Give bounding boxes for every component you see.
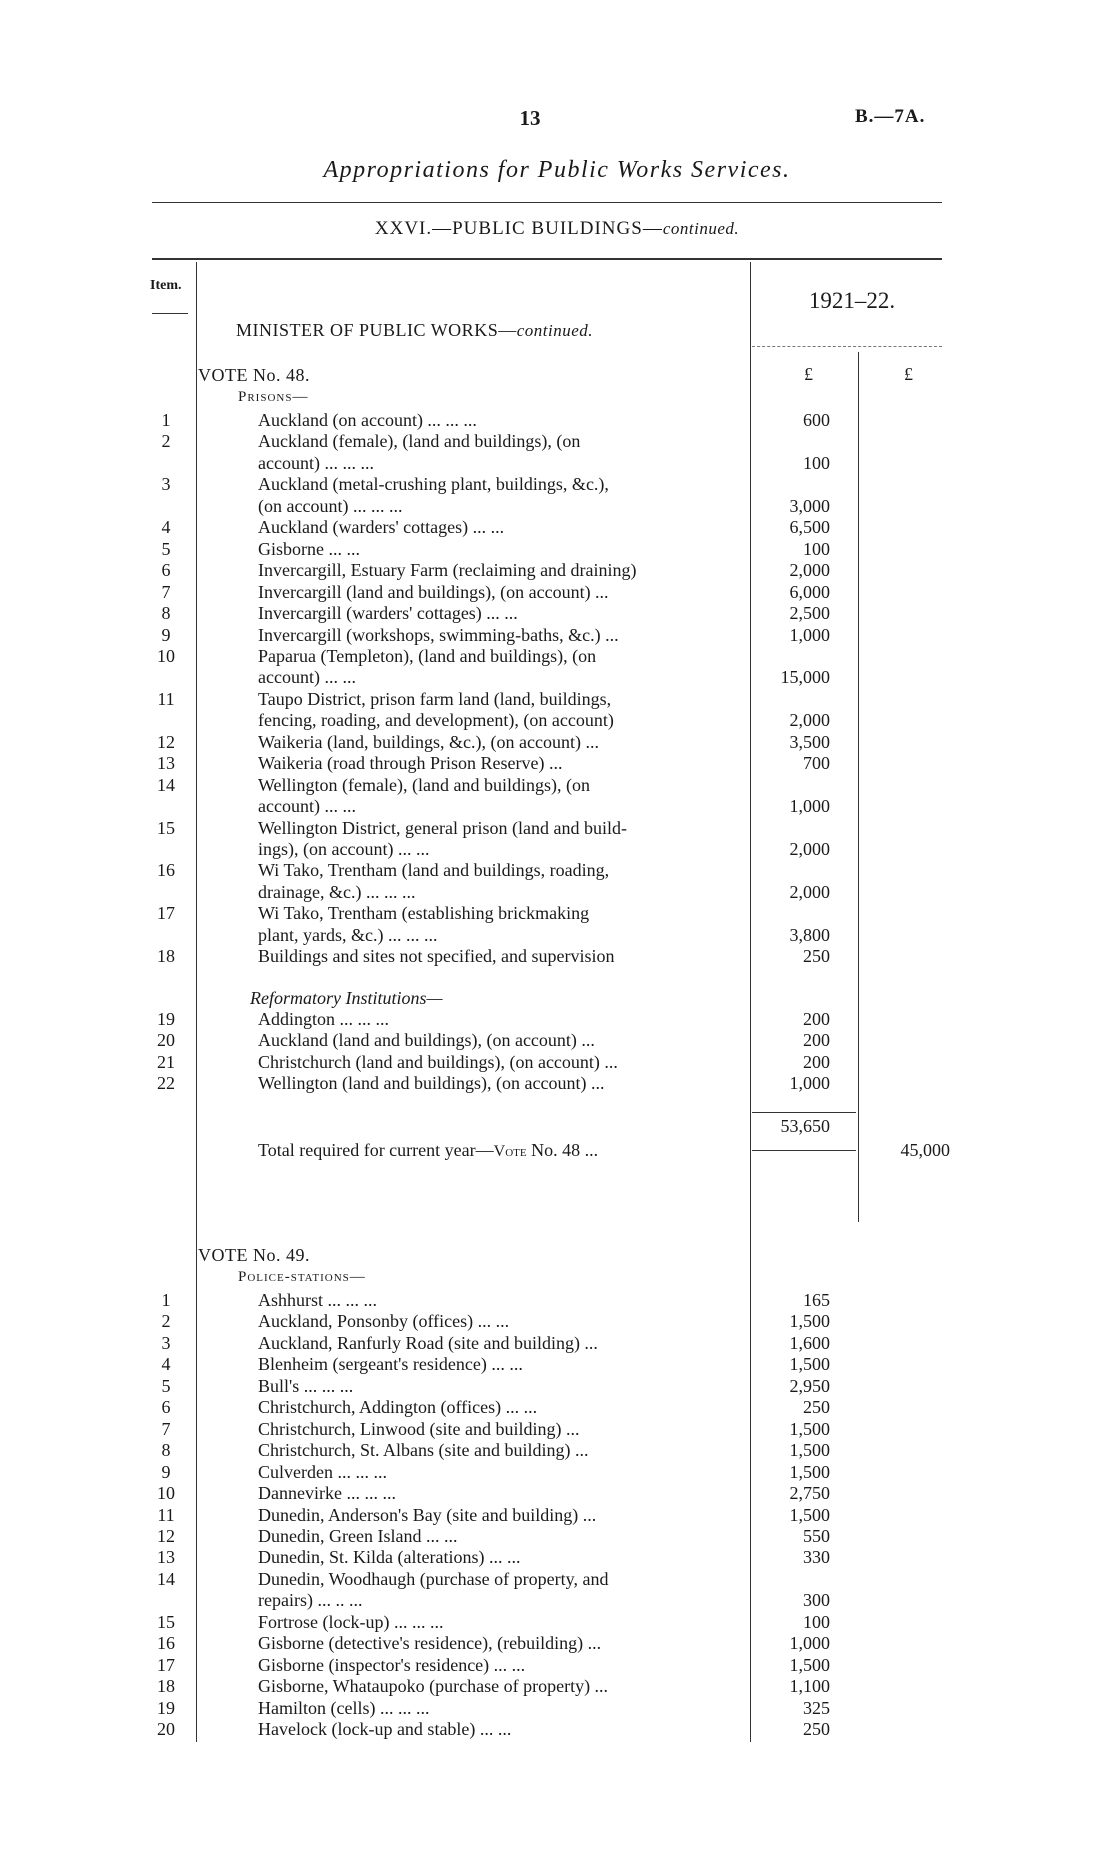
item-amount <box>740 903 830 924</box>
item-description: Invercargill (workshops, swimming-baths, &c.) ... <box>258 624 619 645</box>
item-number: 20 <box>157 1030 175 1051</box>
item-amount <box>740 860 830 881</box>
item-description: drainage, &c.) ... ... ... <box>258 881 416 902</box>
item-number <box>150 796 182 817</box>
item-number: 15 <box>157 817 175 838</box>
item-number: 12 <box>157 731 175 752</box>
reformatory-section-heading: Reformatory Institutions— <box>250 988 443 1008</box>
item-description: Bull's ... ... ... <box>258 1375 354 1396</box>
item-amount: 100 <box>803 1611 830 1632</box>
item-description: account) ... ... ... <box>258 452 374 473</box>
subtotal-rule-bottom <box>752 1150 856 1151</box>
item-amount: 6,500 <box>789 517 830 538</box>
item-description: repairs) ... .. ... <box>258 1590 363 1611</box>
section-subheading <box>0 218 1114 240</box>
item-amount <box>740 646 830 667</box>
total-label-suffix: No. 48 ... <box>526 1140 599 1160</box>
minister-heading <box>236 320 593 341</box>
minister-main: MINISTER OF PUBLIC WORKS— <box>236 320 517 340</box>
item-number <box>150 667 182 688</box>
item-description: Auckland (female), (land and buildings), (on <box>258 431 581 452</box>
subtotal-rule-top <box>752 1112 856 1113</box>
item-amount: 1,500 <box>789 1654 830 1675</box>
item-amount: 1,000 <box>789 1073 830 1094</box>
subheading-continued: continued. <box>662 219 740 238</box>
item-amount: 1,500 <box>789 1311 830 1332</box>
item-amount <box>740 474 830 495</box>
item-description: Auckland, Ranfurly Road (site and building) ... <box>258 1332 598 1353</box>
year-header-rule <box>752 346 942 347</box>
table-top-rule <box>152 258 942 260</box>
item-amount: 250 <box>803 1397 830 1418</box>
prisons-section-heading: Prisons— <box>238 389 309 405</box>
item-number <box>150 882 182 903</box>
item-number: 1 <box>161 410 171 430</box>
item-amount: 1,600 <box>789 1332 830 1353</box>
item-description: Gisborne, Whataupoko (purchase of property) ... <box>258 1676 609 1697</box>
item-number: 8 <box>161 603 171 624</box>
item-description: plant, yards, &c.) ... ... ... <box>258 924 438 945</box>
item-description: Auckland, Ponsonby (offices) ... ... <box>258 1311 510 1332</box>
item-number: 6 <box>161 560 171 581</box>
currency-col1-symbol: £ <box>804 364 813 384</box>
item-description: Wi Tako, Trentham (establishing brickmaking <box>258 903 590 924</box>
item-description: Blenheim (sergeant's residence) ... ... <box>258 1354 523 1375</box>
item-amount: 200 <box>803 1030 830 1051</box>
item-amount: 2,950 <box>789 1375 830 1396</box>
item-number: 21 <box>157 1051 175 1072</box>
item-description: Paparua (Templeton), (land and buildings), (on <box>258 645 597 666</box>
item-amount: 700 <box>803 753 830 774</box>
item-number: 12 <box>157 1525 175 1546</box>
item-number: 17 <box>157 903 175 924</box>
item-amount: 325 <box>803 1697 830 1718</box>
item-number <box>150 710 182 731</box>
item-description: Wi Tako, Trentham (land and buildings, roading, <box>258 860 610 881</box>
item-amount: 2,500 <box>789 603 830 624</box>
item-number: 7 <box>161 581 171 602</box>
item-description: fencing, roading, and development), (on account) <box>258 710 614 731</box>
item-description: Dunedin, Anderson's Bay (site and building) ... <box>258 1504 597 1525</box>
item-amount: 2,000 <box>789 710 830 731</box>
item-description: Waikeria (road through Prison Reserve) ... <box>258 753 563 774</box>
item-description: Ashhurst ... ... ... <box>258 1290 378 1310</box>
item-number: 3 <box>161 474 171 495</box>
item-description: ings), (on account) ... ... <box>258 839 430 859</box>
item-description: Waikeria (land, buildings, &c.), (on account) ... <box>258 731 599 752</box>
item-description: Wellington (land and buildings), (on account) ... <box>258 1073 605 1094</box>
item-number: 2 <box>161 431 171 452</box>
item-description: Culverden ... ... ... <box>258 1461 387 1482</box>
item-number: 7 <box>161 1418 171 1439</box>
item-number <box>150 925 182 946</box>
item-description: Auckland (on account) ... ... ... <box>258 410 477 430</box>
item-description: Dunedin, Green Island ... ... <box>258 1525 458 1546</box>
item-number: 14 <box>157 774 175 795</box>
item-amount: 250 <box>803 946 830 967</box>
item-description: Auckland (warders' cottages) ... ... <box>258 517 505 538</box>
item-number: 5 <box>161 538 171 559</box>
item-amount: 200 <box>803 1009 830 1029</box>
police-stations-section-heading: Police-stations— <box>238 1269 366 1285</box>
item-amount: 1,000 <box>789 624 830 645</box>
item-amount: 100 <box>803 538 830 559</box>
item-amount <box>740 431 830 452</box>
total-label-vote: Vote <box>493 1143 527 1160</box>
item-number: 1 <box>161 1290 171 1310</box>
vote-49-title: VOTE No. 49. <box>198 1245 310 1265</box>
heading-rule <box>152 202 942 203</box>
item-amount: 250 <box>803 1719 830 1739</box>
item-description: Christchurch, Linwood (site and building) ... <box>258 1418 580 1439</box>
item-header-underline <box>152 313 188 314</box>
item-number: 10 <box>157 645 175 666</box>
item-number <box>150 453 182 474</box>
item-number: 18 <box>157 946 175 967</box>
item-number: 11 <box>157 688 175 709</box>
item-column-header: Item. <box>150 278 182 293</box>
item-number: 4 <box>161 1354 171 1375</box>
item-amount: 100 <box>803 452 830 473</box>
item-number: 2 <box>161 1311 171 1332</box>
item-description: Hamilton (cells) ... ... ... <box>258 1697 430 1718</box>
item-amount: 1,000 <box>789 1633 830 1654</box>
item-description: Auckland (metal-crushing plant, buildings, &c.), <box>258 474 609 495</box>
item-amount: 300 <box>803 1590 830 1611</box>
item-amount: 3,800 <box>789 924 830 945</box>
item-number: 16 <box>157 860 175 881</box>
item-amount: 2,750 <box>789 1483 830 1504</box>
item-number: 5 <box>161 1375 171 1396</box>
item-description: Invercargill, Estuary Farm (reclaiming and draining) <box>258 560 637 581</box>
item-amount: 1,000 <box>789 796 830 817</box>
item-description: account) ... ... <box>258 796 356 817</box>
item-description: Wellington District, general prison (land and build- <box>258 817 627 838</box>
item-amount: 2,000 <box>789 881 830 902</box>
item-amount: 6,000 <box>789 581 830 602</box>
item-amount: 1,500 <box>789 1440 830 1461</box>
item-number: 14 <box>157 1568 175 1589</box>
total-label-prefix: Total required for current year— <box>258 1140 494 1160</box>
vote-48-subtotal: 53,650 <box>780 1116 830 1136</box>
item-number: 19 <box>157 1009 175 1029</box>
item-number: 6 <box>161 1397 171 1418</box>
item-description: Fortrose (lock-up) ... ... ... <box>258 1611 444 1632</box>
item-amount: 15,000 <box>780 667 830 688</box>
item-number: 8 <box>161 1440 171 1461</box>
item-amount: 600 <box>803 410 830 430</box>
item-number: 17 <box>157 1654 175 1675</box>
item-number <box>150 839 182 860</box>
item-description: Wellington (female), (land and buildings), (on <box>258 774 590 795</box>
item-number <box>150 496 182 517</box>
document-reference: B.—7A. <box>855 106 926 127</box>
item-amount <box>740 689 830 710</box>
item-description: (on account) ... ... ... <box>258 495 403 516</box>
page-number: 13 <box>519 106 541 130</box>
item-number: 9 <box>161 1461 171 1482</box>
item-description: Gisborne (inspector's residence) ... ... <box>258 1654 526 1675</box>
item-description: Auckland (land and buildings), (on account) ... <box>258 1030 595 1051</box>
item-amount: 1,100 <box>789 1676 830 1697</box>
vote-48-total: 45,000 <box>900 1140 950 1160</box>
item-amount: 330 <box>803 1547 830 1568</box>
item-amount: 1,500 <box>789 1461 830 1482</box>
item-number: 22 <box>157 1073 175 1094</box>
item-amount: 1,500 <box>789 1418 830 1439</box>
item-number: 11 <box>157 1504 175 1525</box>
item-description: Invercargill (warders' cottages) ... ... <box>258 603 518 624</box>
item-description: Gisborne (detective's residence), (rebuilding) ... <box>258 1633 602 1654</box>
item-amount: 1,500 <box>789 1354 830 1375</box>
item-number: 19 <box>157 1697 175 1718</box>
item-number: 13 <box>157 753 175 774</box>
item-amount: 550 <box>803 1525 830 1546</box>
item-description: Dannevirke ... ... ... <box>258 1483 396 1504</box>
total-column-rule <box>858 352 859 1222</box>
item-description: Dunedin, St. Kilda (alterations) ... ... <box>258 1547 521 1568</box>
item-number: 13 <box>157 1547 175 1568</box>
item-amount: 3,500 <box>789 731 830 752</box>
vote-48-title: VOTE No. 48. <box>198 365 310 385</box>
item-description: Havelock (lock-up and stable) ... ... <box>258 1719 512 1739</box>
item-description: Christchurch, Addington (offices) ... ... <box>258 1397 538 1418</box>
item-number: 18 <box>157 1676 175 1697</box>
item-number: 4 <box>161 517 171 538</box>
item-amount <box>740 775 830 796</box>
item-column-rule <box>196 262 197 1742</box>
item-description: Christchurch (land and buildings), (on account) ... <box>258 1051 618 1072</box>
item-amount: 165 <box>803 1290 830 1310</box>
item-number: 20 <box>157 1719 175 1739</box>
item-amount <box>740 818 830 839</box>
item-description: Taupo District, prison farm land (land, buildings, <box>258 688 612 709</box>
item-amount: 3,000 <box>789 495 830 516</box>
minister-continued: continued. <box>516 321 593 340</box>
subheading-main: XXVI.—PUBLIC BUILDINGS— <box>374 218 663 239</box>
item-number <box>150 1590 182 1611</box>
item-number: 16 <box>157 1633 175 1654</box>
item-description: account) ... ... <box>258 667 356 688</box>
year-column-header: 1921–22. <box>808 288 896 313</box>
item-description: Gisborne ... ... <box>258 538 360 559</box>
item-number: 3 <box>161 1332 171 1353</box>
item-number: 15 <box>157 1611 175 1632</box>
item-amount: 200 <box>803 1051 830 1072</box>
item-amount: 2,000 <box>789 560 830 581</box>
item-amount: 1,500 <box>789 1504 830 1525</box>
item-amount: 2,000 <box>789 839 830 859</box>
page-heading: Appropriations for Public Works Services. <box>323 157 791 183</box>
item-description: Buildings and sites not specified, and supervision <box>258 946 615 967</box>
vote-48-total-label <box>258 1140 598 1161</box>
currency-col2-symbol: £ <box>904 364 913 384</box>
item-number: 10 <box>157 1483 175 1504</box>
item-description: Dunedin, Woodhaugh (purchase of property, and <box>258 1568 609 1589</box>
item-number: 9 <box>161 624 171 645</box>
item-amount <box>740 1569 830 1590</box>
item-description: Addington ... ... ... <box>258 1009 390 1029</box>
item-description: Christchurch, St. Albans (site and building) ... <box>258 1440 589 1461</box>
item-description: Invercargill (land and buildings), (on account) ... <box>258 581 609 602</box>
